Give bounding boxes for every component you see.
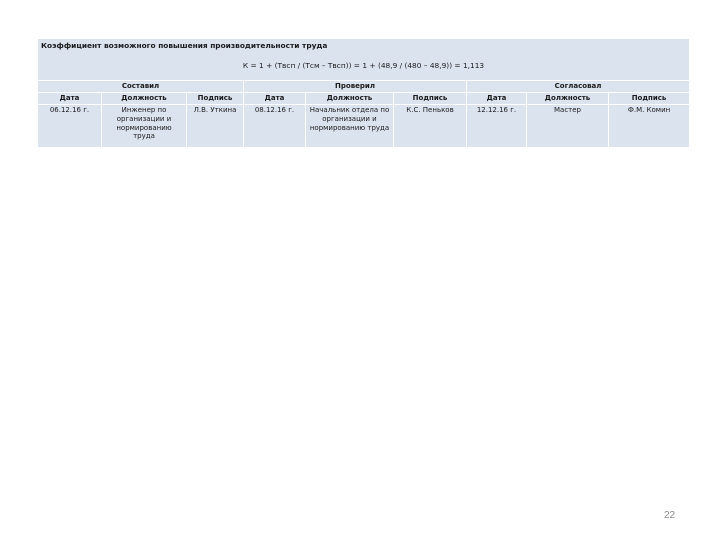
approval-table: [37, 38, 690, 148]
compiled-signature-cell: Л.В. Уткина: [187, 105, 244, 148]
table-row: [38, 105, 690, 148]
column-header-date: Дата: [467, 93, 527, 105]
document-title: Коэффициент возможного повышения производительности труда: [41, 41, 328, 50]
formula: К = 1 + (Твсп / (Тсм – Твсп)) = 1 + (48,9 / (480 – 48,9)) = 1,113: [242, 61, 485, 71]
column-header-date: Дата: [38, 93, 102, 105]
approved-position-cell: Мастер: [527, 105, 609, 148]
checked-position-cell: Начальник отдела по организации и нормированию труда: [306, 105, 394, 148]
compiled-date-cell: 06.12.16 г.: [38, 105, 102, 148]
column-header-signature: Подпись: [609, 93, 690, 105]
group-compiled-header: Составил: [38, 81, 244, 93]
compiled-position-cell: Инженер по организации и нормированию труда: [102, 105, 187, 148]
column-header-position: Должность: [306, 93, 394, 105]
column-header-signature: Подпись: [394, 93, 467, 105]
group-approved-header: Согласовал: [467, 81, 690, 93]
approved-date-cell: 12.12.16 г.: [467, 105, 527, 148]
column-header-signature: Подпись: [187, 93, 244, 105]
checked-date-cell: 08.12.16 г.: [244, 105, 306, 148]
column-header-date: Дата: [244, 93, 306, 105]
column-header-position: Должность: [527, 93, 609, 105]
group-checked-header: Проверил: [244, 81, 467, 93]
title-cell: [38, 39, 690, 81]
checked-signature-cell: К.С. Пеньков: [394, 105, 467, 148]
approved-signature-cell: Ф.М. Комин: [609, 105, 690, 148]
page-number: 22: [664, 510, 676, 521]
column-header-position: Должность: [102, 93, 187, 105]
